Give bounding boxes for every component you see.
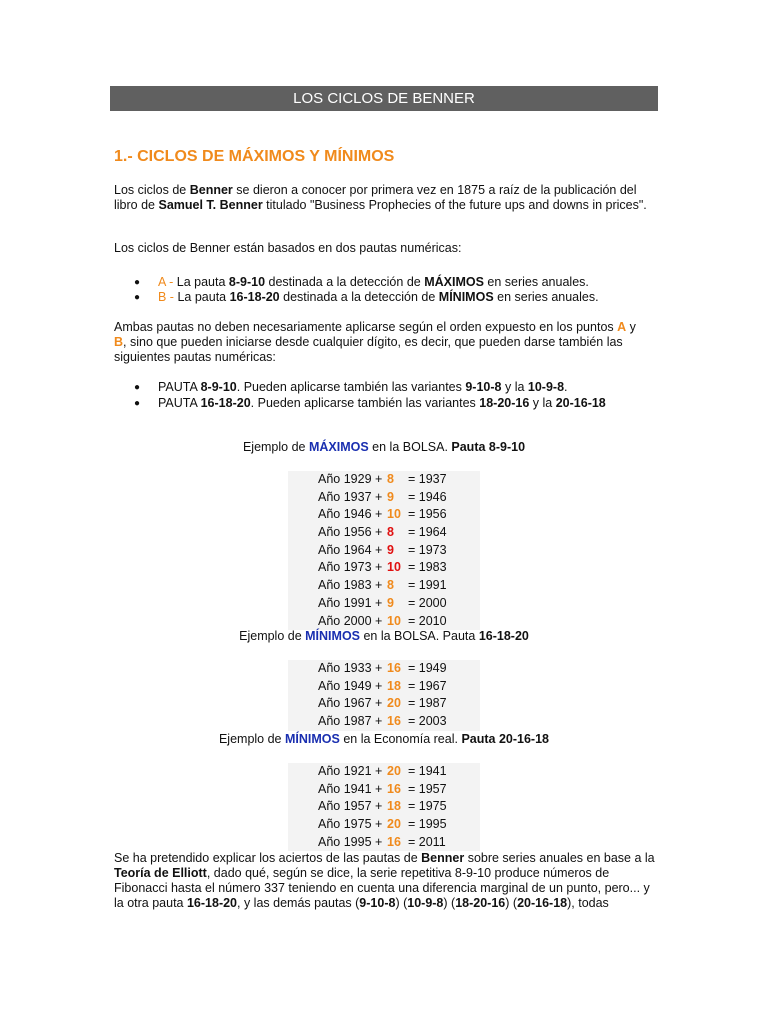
result-year: = 1937	[408, 472, 447, 486]
cycle-number: 20	[387, 696, 401, 711]
cycle-number: 20	[387, 764, 401, 778]
table-row	[288, 781, 480, 799]
result-year: = 1957	[408, 781, 447, 796]
cycle-number: 18	[387, 799, 401, 814]
result-year: = 1956	[408, 507, 447, 522]
cycle-number: 16	[387, 834, 401, 849]
year-label: Año 1995 +	[318, 834, 383, 849]
example-table	[288, 471, 480, 630]
table-row	[288, 524, 480, 542]
year-label: Año 1933 +	[318, 661, 383, 675]
bullet-icon: ●	[134, 292, 141, 303]
patterns-intro: Los ciclos de Benner están basados en dos pautas numéricas:	[114, 241, 462, 255]
bullet-icon: ●	[134, 277, 141, 288]
example-caption: Ejemplo de MÍNIMOS en la BOLSA. Pauta 16-18-20	[239, 629, 529, 643]
bullet-icon: ●	[134, 398, 141, 409]
list-item: ● B - La pauta 16-18-20 destinada a la detección de MÍNIMOS en series anuales.	[134, 290, 599, 304]
table-row	[288, 660, 480, 678]
section-heading: 1.- CICLOS DE MÁXIMOS Y MÍNIMOS	[114, 148, 395, 165]
result-year: = 1995	[408, 817, 447, 832]
year-label: Año 1964 +	[318, 542, 383, 557]
list-item: ● PAUTA 16-18-20. Pueden aplicarse también las variantes 18-20-16 y la 20-16-18	[134, 396, 606, 410]
result-year: = 1973	[408, 542, 447, 557]
cycle-number: 10	[387, 613, 401, 628]
cycle-number: 20	[387, 817, 401, 832]
cycle-number: 9	[387, 542, 394, 557]
result-year: = 2010	[408, 613, 447, 628]
example-table	[288, 660, 480, 731]
cycle-number: 8	[387, 472, 394, 486]
table-row	[288, 695, 480, 713]
result-year: = 1949	[408, 661, 447, 675]
table-row	[288, 577, 480, 595]
table-row	[288, 471, 480, 489]
variants-paragraph: Ambas pautas no deben necesariamente aplicarse según el orden expuesto en los puntos A y B, sino que pueden iniciarse desde cualquier dígito, es decir, que pueden darse también las siguientes pautas numéricas:	[114, 320, 636, 364]
cycle-number: 10	[387, 560, 401, 575]
example-table	[288, 763, 480, 851]
cycle-number: 9	[387, 489, 394, 504]
title-banner: LOS CICLOS DE BENNER	[110, 86, 658, 111]
result-year: = 1987	[408, 696, 447, 711]
year-label: Año 1949 +	[318, 678, 383, 693]
table-row	[288, 613, 480, 631]
result-year: = 1967	[408, 678, 447, 693]
result-year: = 1991	[408, 578, 447, 593]
result-year: = 2003	[408, 714, 447, 729]
result-year: = 1975	[408, 799, 447, 814]
cycle-number: 9	[387, 595, 394, 610]
year-label: Año 1983 +	[318, 578, 383, 593]
table-row	[288, 763, 480, 781]
cycle-number: 10	[387, 507, 401, 522]
example-caption: Ejemplo de MÁXIMOS en la BOLSA. Pauta 8-9-10	[242, 440, 526, 454]
year-label: Año 1957 +	[318, 799, 383, 814]
table-row	[288, 506, 480, 524]
result-year: = 1946	[408, 489, 447, 504]
result-year: = 1964	[408, 525, 447, 540]
elliott-paragraph: Se ha pretendido explicar los aciertos de las pautas de Benner sobre series anuales en base a la Teoría de Elliott, dado qué, según se dice, la serie repetitiva 8-9-10 produce números de Fibonacci hasta el número 337 teniendo en cuenta una diferencia marginal de un punto, pero... y la otra pauta 16-18-20, y las demás pautas (9-10-8) (10-9-8) (18-20-16) (20-16-18), todas	[114, 851, 655, 910]
table-row	[288, 713, 480, 731]
table-row	[288, 798, 480, 816]
year-label: Año 1991 +	[318, 595, 383, 610]
year-label: Año 1973 +	[318, 560, 383, 575]
cycle-number: 16	[387, 781, 401, 796]
result-year: = 2000	[408, 595, 447, 610]
year-label: Año 1921 +	[318, 764, 383, 778]
result-year: = 2011	[408, 834, 446, 849]
list-item: ● A - La pauta 8-9-10 destinada a la detección de MÁXIMOS en series anuales.	[134, 275, 589, 289]
year-label: Año 1929 +	[318, 472, 383, 486]
table-row	[288, 489, 480, 507]
result-year: = 1983	[408, 560, 447, 575]
table-row	[288, 542, 480, 560]
bullet-icon: ●	[134, 382, 141, 393]
cycle-number: 8	[387, 578, 394, 593]
example-caption: Ejemplo de MÍNIMOS en la Economía real. Pauta 20-16-18	[218, 732, 550, 746]
table-row	[288, 559, 480, 577]
table-row	[288, 816, 480, 834]
cycle-number: 16	[387, 714, 401, 729]
year-label: Año 1956 +	[318, 525, 383, 540]
year-label: Año 1975 +	[318, 817, 383, 832]
year-label: Año 1941 +	[318, 781, 383, 796]
year-label: Año 1987 +	[318, 714, 383, 729]
year-label: Año 1946 +	[318, 507, 383, 522]
year-label: Año 1937 +	[318, 489, 383, 504]
year-label: Año 2000 +	[318, 613, 383, 628]
cycle-number: 8	[387, 525, 394, 540]
cycle-number: 18	[387, 678, 401, 693]
table-row	[288, 834, 480, 852]
intro-paragraph: Los ciclos de Benner se dieron a conocer por primera vez en 1875 a raíz de la publicación del libro de Samuel T. Benner titulado "Business Prophecies of the future ups and downs in prices".	[114, 183, 647, 212]
cycle-number: 16	[387, 661, 401, 675]
table-row	[288, 595, 480, 613]
result-year: = 1941	[408, 764, 447, 778]
table-row	[288, 678, 480, 696]
year-label: Año 1967 +	[318, 696, 383, 711]
list-item: ● PAUTA 8-9-10. Pueden aplicarse también las variantes 9-10-8 y la 10-9-8.	[134, 380, 568, 394]
